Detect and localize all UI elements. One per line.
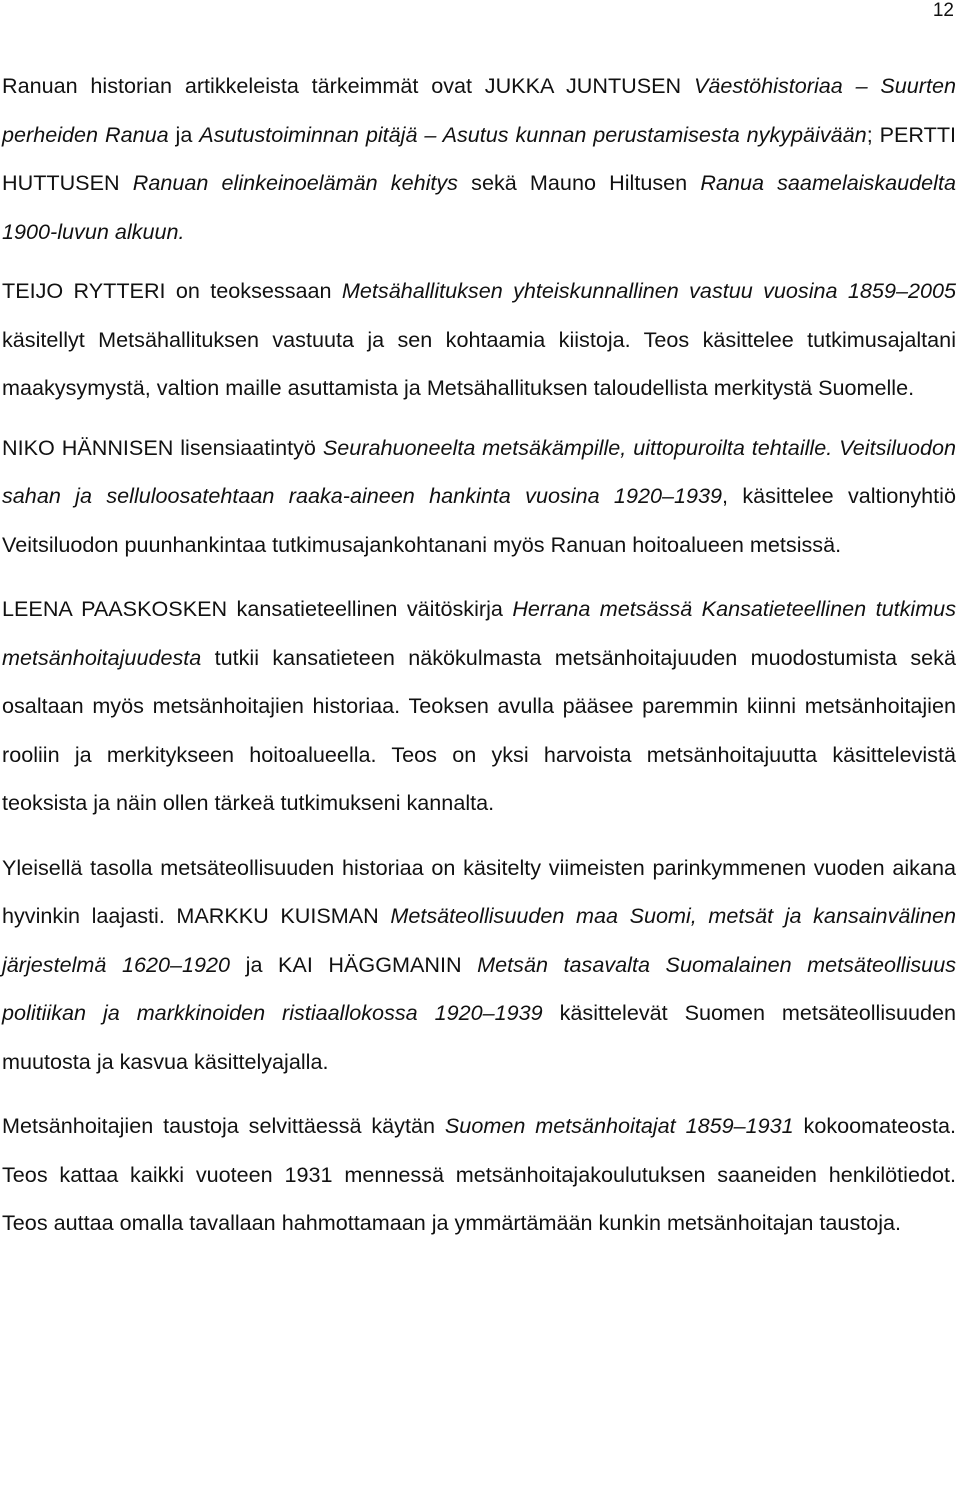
italic-title-text: Ranua saamelaiskaudelta 1900-luvun alkuun. — [2, 170, 956, 244]
body-text: sekä Mauno Hiltusen — [457, 170, 701, 195]
body-text: tutkii kansatieteen näkökulmasta metsänhoitajuuden muodostumista sekä osaltaan myös metsänhoitajien historiaa. Teoksen avulla pääsee paremmin kiinni metsänhoitajien rooliin ja merkitykseen hoitoalueella. Teos on yksi harvoista metsänhoitajuutta käsittelevistä teoksista ja näin ollen tärkeä tutkimukseni kannalta. — [2, 644, 956, 815]
body-text: kokoomateosta. Teos kattaa kaikki vuoteen 1931 mennessä metsänhoitajakoulutuksen saaneiden henkilötiedot. Teos auttaa omalla tavallaan hahmottamaan ja ymmärtämään kunkin metsänhoitajan taustoja. — [2, 1113, 956, 1235]
body-text: , käsittelee valtionyhtiö Veitsiluodon puunhankintaa tutkimusajankohtanani myös Ranuan hoitoalueen metsissä. — [2, 483, 956, 557]
paragraph-hanninen — [2, 424, 956, 570]
italic-title-text: Metsäteollisuuden maa Suomi, metsät ja kansainvälinen järjestelmä 1620–1920 — [2, 903, 956, 977]
body-text: käsittelevät Suomen metsäteollisuuden muutosta ja kasvua käsittelyajalla. — [2, 1000, 956, 1074]
italic-title-text: Ranuan elinkeinoelämän kehitys — [132, 170, 458, 195]
body-text: Ranuan historian artikkeleista tärkeimmät ovat JUKKA JUNTUSEN — [2, 73, 694, 98]
italic-title-text: Suomen metsänhoitajat 1859–1931 — [444, 1113, 794, 1138]
paragraph-kuisma-haggman — [2, 844, 956, 1087]
paragraph-paaskoski — [2, 585, 956, 828]
body-text: LEENA PAASKOSKEN kansatieteellinen väitöskirja — [2, 596, 513, 621]
italic-title-text: Asutustoiminnan pitäjä – Asutus kunnan perustamisesta nykypäivään — [199, 121, 867, 147]
body-text: ja KAI HÄGGMANIN — [230, 951, 478, 977]
italic-title-text: Metsähallituksen yhteiskunnallinen vastuu vuosina 1859–2005 — [341, 278, 956, 303]
paragraph-metsanhoitajat — [2, 1102, 956, 1248]
italic-title-text: Metsän tasavalta Suomalainen metsäteollisuus politiikan ja markkinoiden ristiaallokossa 1920–1939 — [2, 951, 956, 1025]
italic-title-text: Seurahuoneelta metsäkämpille, uittopuroilta tehtaille. Veitsiluodon sahan ja selluloosatehtaan raaka-aineen hankinta vuosina 1920–1939 — [2, 434, 957, 508]
italic-title-text: Väestöhistoriaa – Suurten perheiden Ranua — [2, 73, 956, 147]
body-text: NIKO HÄNNISEN lisensiaatintyö — [2, 434, 323, 460]
body-text: käsitellyt Metsähallituksen vastuuta ja sen kohtaamia kiistoja. Teos käsittelee tutkimusajaltani maakysymystä, valtion maille asuttamista ja Metsähallituksen taloudellista merkitystä Suomelle. — [2, 326, 956, 400]
body-text: ; PERTTI HUTTUSEN — [2, 121, 957, 195]
body-text: Metsänhoitajien taustoja selvittäessä käytän — [2, 1113, 445, 1138]
body-text: ja — [168, 121, 200, 147]
page-number: 12 — [932, 0, 954, 21]
body-text: Yleisellä tasolla metsäteollisuuden historiaa on käsitelty viimeisten parinkymmenen vuoden aikana hyvinkin laajasti. MARKKU KUISMAN — [2, 854, 956, 928]
italic-title-text: Herrana metsässä Kansatieteellinen tutkimus metsänhoitajuudesta — [2, 596, 956, 670]
document-body — [2, 62, 956, 1248]
body-text: TEIJO RYTTERI on teoksessaan — [2, 278, 342, 303]
paragraph-rytteri — [2, 267, 956, 413]
paragraph-juntunen — [2, 62, 956, 256]
